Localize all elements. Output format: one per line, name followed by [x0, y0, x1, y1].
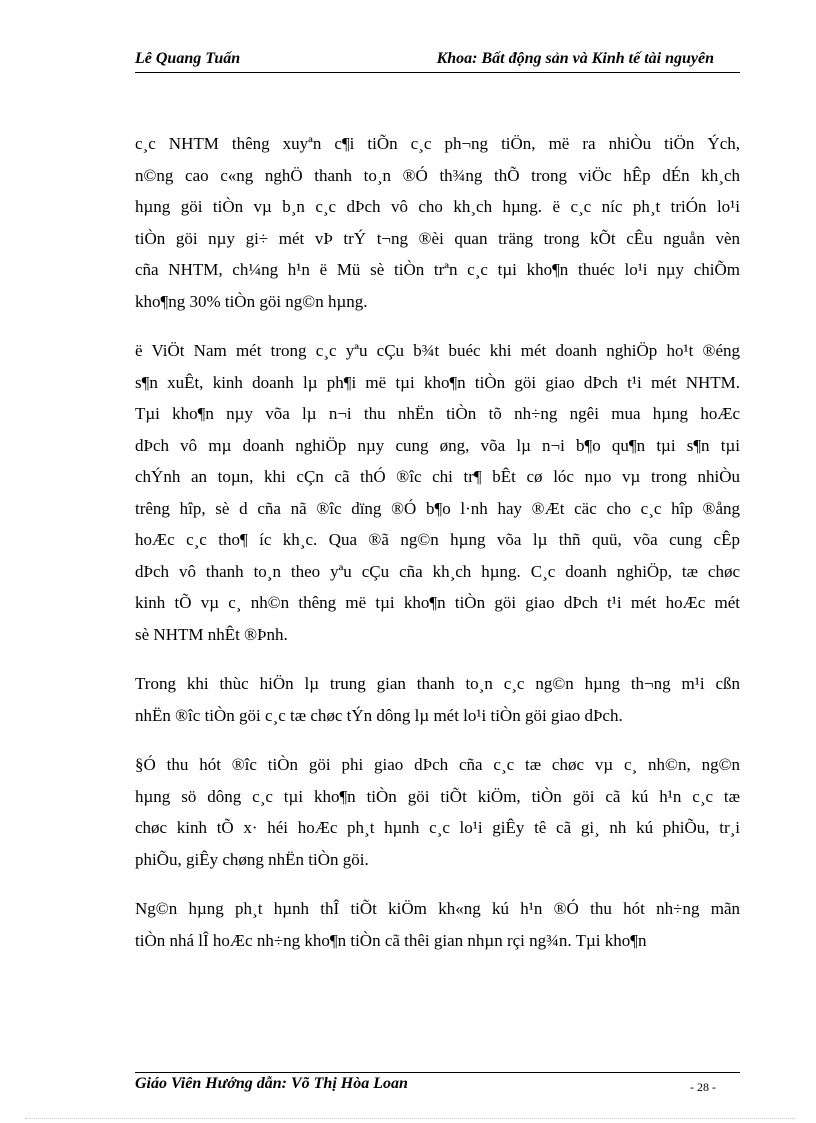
text-line: kinh tÕ vµ c¸ nh©n thêng më tµi kho¶n tiÒn göi giao dÞch t¹i mét hoÆc mét: [135, 593, 740, 612]
page-number: - 28 -: [690, 1080, 716, 1094]
text-line: phiÕu, giÊy chøng nhËn tiÒn göi.: [135, 849, 369, 869]
paragraph: [135, 749, 740, 875]
header-author: Lê Quang Tuấn: [135, 50, 241, 67]
paragraph: [135, 335, 740, 650]
text-line: §Ó thu hót ®îc tiÒn göi phi giao dÞch cña c¸c tæ chøc vµ c¸ nh©n, ng©n: [135, 755, 740, 774]
text-line: trêng hîp, sè d cña nã ®îc dïng ®Ó b¶o l·nh hay ®Æt cäc cho c¸c hîp ®ång: [135, 498, 740, 518]
page-bottom-edge: [25, 1118, 795, 1119]
text-line: chøc kinh tÕ x· héi hoÆc ph¸t hµnh c¸c lo¹i giÊy tê cã gi¸ nh kú phiÕu, tr¸i: [135, 818, 740, 837]
text-line: c¸c NHTM thêng xuyªn c¶i tiÕn c¸c ph¬ng tiÖn, më ra nhiÒu tiÖn Ých,: [135, 134, 740, 153]
text-line: kho¶ng 30% tiÒn göi ng©n hµng.: [135, 291, 368, 311]
footer-supervisor: Giáo Viên Hướng dẫn: Võ Thị Hòa Loan: [135, 1075, 408, 1092]
paragraph: [135, 893, 740, 956]
footer-divider: [135, 1072, 740, 1073]
page-header: [135, 48, 740, 73]
text-line: hoÆc c¸c tho¶ íc kh¸c. Qua ®ã ng©n hµng võa lµ thñ quü, võa cung cÊp: [135, 530, 740, 549]
text-line: hµng göi tiÒn vµ b¸n c¸c dÞch vô cho kh¸ch hµng. ë c¸c níc ph¸t triÓn lo¹i: [135, 197, 740, 216]
text-line: dÞch vô thanh to¸n theo yªu cÇu cña kh¸ch hµng. C¸c doanh nghiÖp, tæ chøc: [135, 561, 740, 581]
text-line: tiÒn nhá lÎ hoÆc nh÷ng kho¶n tiÒn cã thêi gian nhµn rçi ng¾n. Tµi kho¶n: [135, 930, 647, 950]
text-line: sè NHTM nhÊt ®Þnh.: [135, 624, 288, 644]
paragraph: [135, 668, 740, 731]
text-line: hµng sö dông c¸c tµi kho¶n tiÒn göi tiÕt kiÖm, tiÒn göi cã kú h¹n c¸c tæ: [135, 786, 740, 806]
document-body: [135, 128, 740, 974]
text-line: tiÒn göi nµy gi÷ mét vÞ trÝ t¬ng ®èi quan träng trong kÕt cÊu nguån vèn: [135, 228, 740, 248]
text-line: chÝnh an toµn, khi cÇn cã thÓ ®îc chi tr¶ bÊt cø lóc nµo vµ trong nhiÒu: [135, 467, 740, 486]
text-line: Trong khi thùc hiÖn lµ trung gian thanh to¸n c¸c ng©n hµng th¬ng m¹i cßn: [135, 674, 740, 693]
text-line: nhËn ®îc tiÒn göi c¸c tæ chøc tÝn dông lµ mét lo¹i tiÒn göi giao dÞch.: [135, 705, 623, 725]
text-line: Ng©n hµng ph¸t hµnh thÎ tiÕt kiÖm kh«ng kú h¹n ®Ó thu hót nh÷ng mãn: [135, 899, 740, 918]
paragraph: [135, 128, 740, 317]
text-line: dÞch vô mµ doanh nghiÖp nµy cung øng, võa lµ n¬i b¶o qu¶n tµi s¶n tµi: [135, 435, 740, 455]
text-line: cña NHTM, ch¼ng h¹n ë Mü sè tiÒn trªn c¸c tµi kho¶n thuéc lo¹i nµy chiÕm: [135, 260, 740, 279]
text-line: ë ViÖt Nam mét trong c¸c yªu cÇu b¾t buéc khi mét doanh nghiÖp ho¹t ®éng: [135, 341, 740, 360]
text-line: s¶n xuÊt, kinh doanh lµ ph¶i më tµi kho¶n tiÒn göi giao dÞch t¹i mét NHTM.: [135, 372, 740, 392]
text-line: n©ng cao c«ng nghÖ thanh to¸n ®Ó th¾ng thÕ trong viÖc hÊp dÉn kh¸ch: [135, 165, 740, 185]
header-faculty: Khoa: Bất động sản và Kinh tế tài nguyên: [436, 50, 714, 67]
text-line: Tµi kho¶n nµy võa lµ n¬i thu nhËn tiÒn tõ nh÷ng ngêi mua hµng hoÆc: [135, 404, 740, 423]
